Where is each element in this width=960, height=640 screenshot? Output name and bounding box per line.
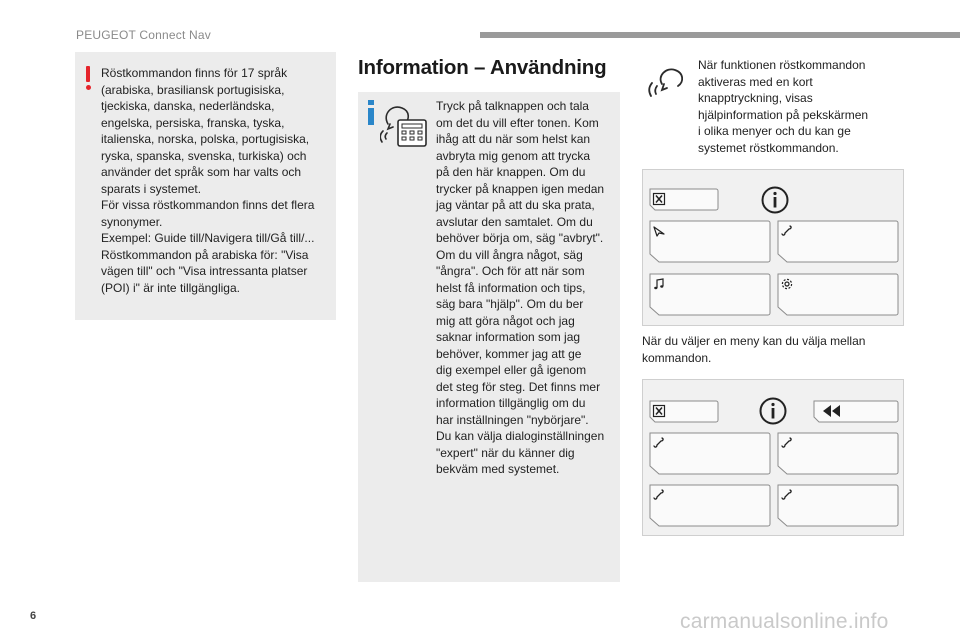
header-bar — [480, 32, 960, 38]
phone-icon — [780, 488, 794, 502]
menu-screen-panel-1 — [642, 169, 904, 326]
settings-icon — [780, 277, 794, 291]
phone-icon — [652, 436, 666, 450]
info-circle-icon — [758, 396, 788, 426]
phone-tile[interactable] — [647, 432, 771, 476]
info-circle-icon — [760, 185, 790, 215]
phone-tile[interactable] — [647, 484, 771, 528]
rewind-icon — [821, 404, 843, 418]
phone-tile[interactable] — [775, 484, 899, 528]
warning-exclamation-icon — [85, 66, 91, 90]
back-button[interactable] — [811, 400, 899, 424]
info-box — [358, 92, 620, 582]
settings-tile[interactable] — [775, 273, 899, 317]
phone-icon — [652, 488, 666, 502]
close-button[interactable] — [647, 400, 719, 424]
close-button[interactable] — [647, 188, 719, 212]
phone-tile[interactable] — [775, 432, 899, 476]
watermark: carmanualsonline.info — [680, 610, 889, 633]
voice-command-text: När funktionen röstkommandon aktiveras med en kort knapptryckning, visas hjälpinformation på pekskärmen i olika menyer och du kan ge systemet röstkommandon. — [698, 58, 869, 155]
voice-help-keypad-icon — [380, 100, 430, 148]
info-i-icon — [367, 100, 376, 126]
menu-screen-panel-2 — [642, 379, 904, 536]
warning-note-box — [75, 52, 336, 320]
page-number: 6 — [30, 610, 37, 622]
header-title: PEUGEOT Connect Nav — [76, 28, 211, 42]
menu-commands-text: När du väljer en meny kan du välja mellan kommandon. — [642, 334, 866, 365]
navigation-icon — [652, 224, 666, 238]
section-title: Information – Användning — [358, 56, 607, 79]
phone-tile[interactable] — [775, 220, 899, 264]
voice-command-icon — [648, 64, 688, 100]
phone-icon — [780, 436, 794, 450]
warning-note-text: Röstkommandon finns för 17 språk (arabiska, brasiliansk portugisiska, tjeckiska, danska, nederländska, engelska, persiska, franska, tyska, italienska, norska, polska, portugisiska, ryska, spanska, svenska, turkiska) och använder det språk som har valts och sparats i systemet. För vissa röstkommandon finns det flera synonymer. Exempel: Guide till/Navigera till/Gå till/... Röstkommandon på arabiska för: "Visa vägen till" och "Visa intressanta platser (POI) i" är inte tillgängliga. — [101, 66, 315, 295]
music-icon — [652, 277, 666, 291]
music-tile[interactable] — [647, 273, 771, 317]
navigation-tile[interactable] — [647, 220, 771, 264]
info-text: Tryck på talknappen och tala om det du vill efter tonen. Kom ihåg att du när som helst kan avbryta mig genom att trycka på den här knappen. Om du trycker på knappen igen medan jag väntar på att du ska prata, avslutar den samtalet. Om du behöver börja om, säg "avbryt". Om du vill ångra något, säg "ångra". Och för att när som helst få information och tips, säg bara "hjälp". Om du ber mig att göra något och jag saknar information som jag behöver, kommer jag att ge dig exempel eller gå igenom det steg för steg. Det finns mer information tillgänglig om du har inställningen "nybörjare". Du kan välja dialoginställningen "expert" när du känner dig bekväm med systemet. — [436, 99, 605, 476]
phone-icon — [780, 224, 794, 238]
info-button[interactable] — [758, 396, 788, 426]
close-icon — [652, 404, 666, 418]
info-button[interactable] — [760, 185, 790, 215]
close-icon — [652, 192, 666, 206]
